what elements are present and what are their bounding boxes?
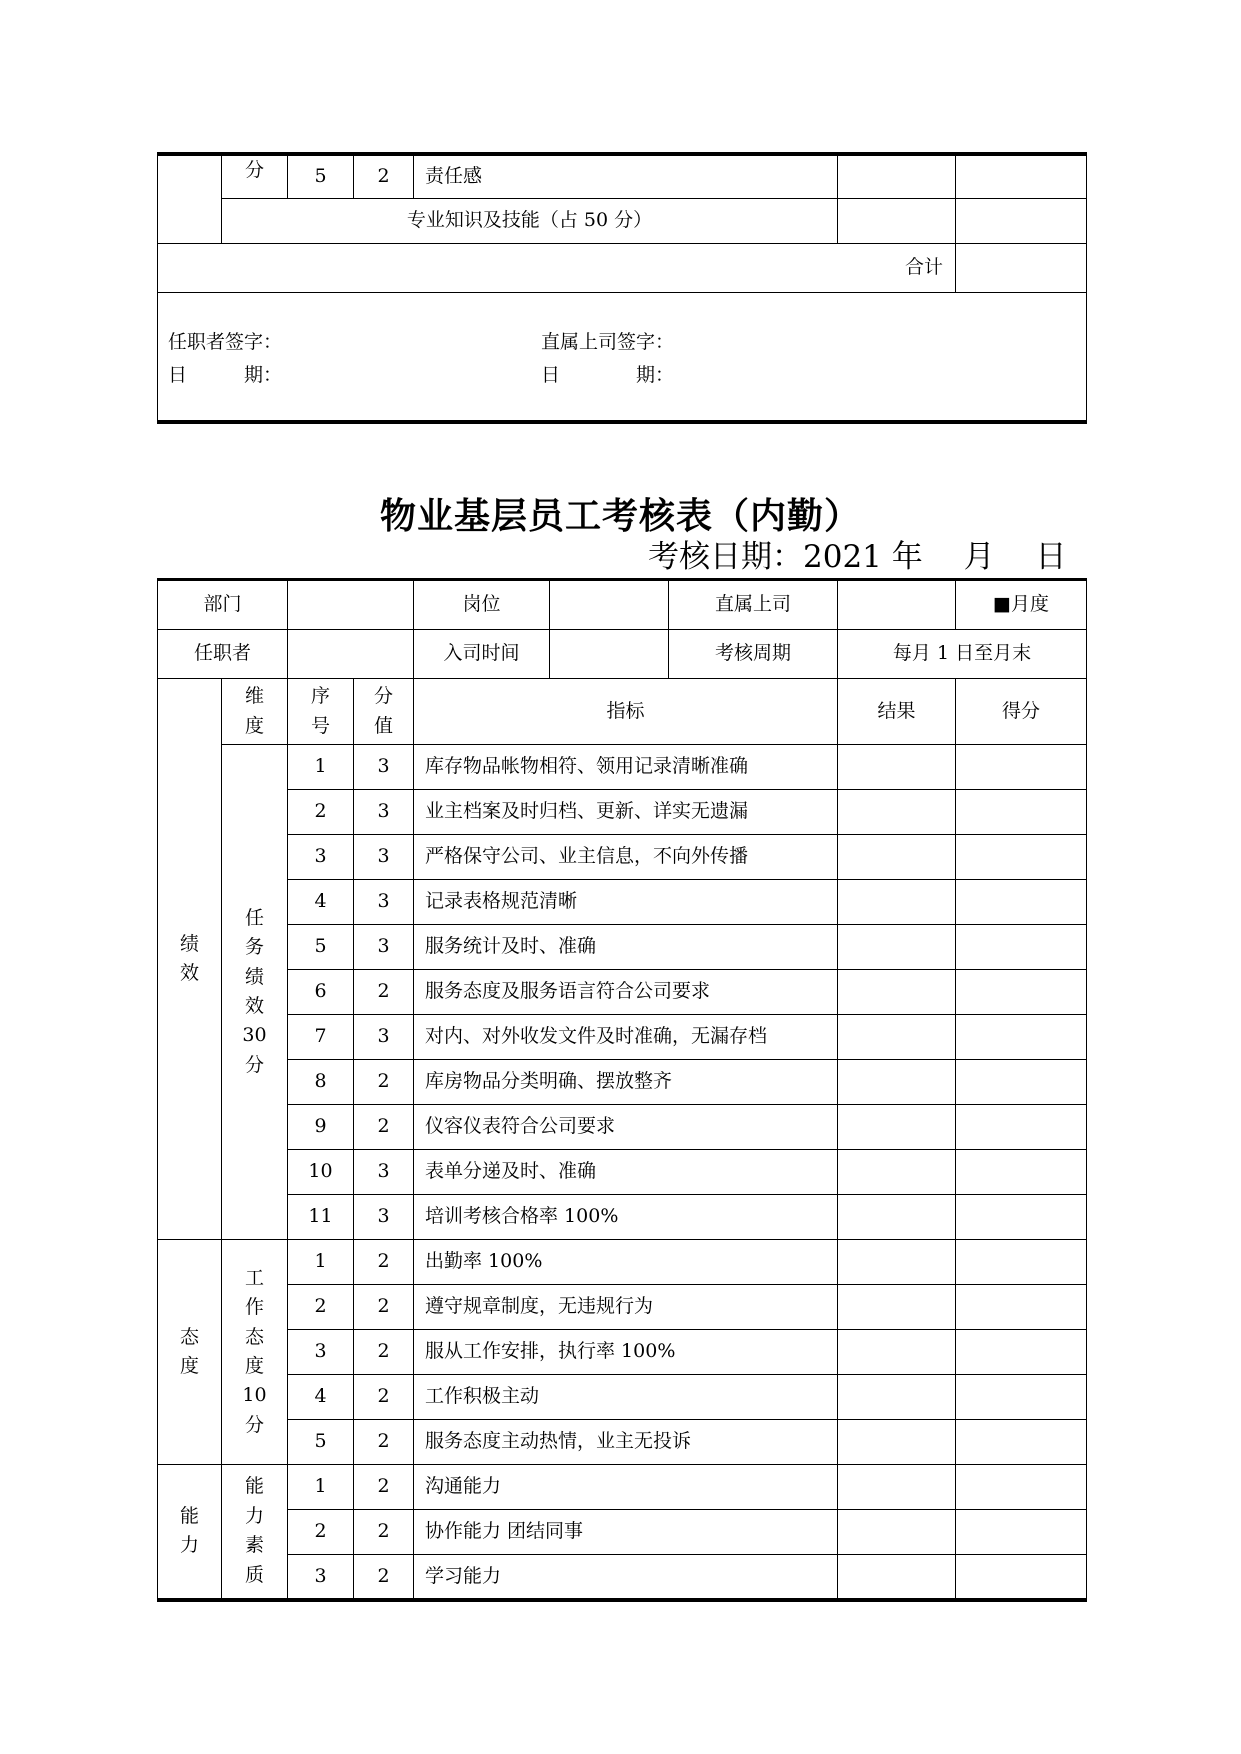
position-label: 岗位 bbox=[414, 580, 550, 630]
score-cell[interactable] bbox=[956, 1555, 1087, 1600]
indicator-row bbox=[158, 925, 1087, 970]
indicator-cell: 沟通能力 bbox=[414, 1465, 838, 1510]
indicator-row bbox=[158, 1060, 1087, 1105]
indicator-row bbox=[158, 1015, 1087, 1060]
indicator-cell: 仪容仪表符合公司要求 bbox=[414, 1105, 838, 1150]
result-cell[interactable] bbox=[838, 1060, 956, 1105]
dimension-char: 能 bbox=[245, 1475, 265, 1498]
score-cell[interactable] bbox=[956, 745, 1087, 790]
dimension-char: 度 bbox=[245, 1355, 265, 1377]
indicator-row bbox=[158, 1285, 1087, 1330]
serial-cell: 5 bbox=[288, 154, 354, 198]
category-char: 度 bbox=[179, 1355, 199, 1377]
indicator-row bbox=[158, 745, 1087, 790]
assessment-date: 考核日期：2021 年 月 日 bbox=[648, 539, 1067, 575]
indicator-row bbox=[158, 1330, 1087, 1375]
score-cell[interactable] bbox=[956, 1465, 1087, 1510]
dimension-char: 务 bbox=[245, 936, 265, 959]
header-char: 分 bbox=[374, 685, 394, 708]
indicator-row bbox=[158, 880, 1087, 925]
subtotal-score-cell[interactable] bbox=[956, 198, 1087, 243]
score-cell[interactable] bbox=[956, 1375, 1087, 1420]
hire-date-value[interactable] bbox=[550, 630, 669, 679]
serial-cell: 8 bbox=[288, 1060, 354, 1105]
category-char: 效 bbox=[179, 962, 199, 984]
points-cell: 2 bbox=[354, 1330, 414, 1375]
col-header-indicator: 指标 bbox=[414, 679, 838, 745]
cycle-label: 考核周期 bbox=[669, 630, 838, 679]
result-cell[interactable] bbox=[838, 1510, 956, 1555]
score-cell[interactable] bbox=[956, 1105, 1087, 1150]
dimension-cell: 分 bbox=[222, 154, 288, 198]
indicator-row bbox=[158, 1105, 1087, 1150]
score-cell[interactable] bbox=[956, 970, 1087, 1015]
result-cell[interactable] bbox=[838, 970, 956, 1015]
dimension-cell-performance bbox=[222, 745, 288, 1240]
category-char: 态 bbox=[179, 1325, 199, 1348]
score-cell[interactable] bbox=[956, 835, 1087, 880]
supervisor-date-label: 日 期： bbox=[541, 364, 675, 386]
result-cell[interactable] bbox=[838, 1150, 956, 1195]
indicator-row bbox=[158, 835, 1087, 880]
dimension-cell-attitude bbox=[222, 1240, 288, 1465]
dimension-char: 任 bbox=[245, 906, 265, 929]
score-cell[interactable] bbox=[956, 154, 1087, 198]
position-value[interactable] bbox=[550, 580, 669, 630]
points-cell: 2 bbox=[354, 1420, 414, 1465]
indicator-cell: 库存物品帐物相符、领用记录清晰准确 bbox=[414, 745, 838, 790]
dimension-char: 效 bbox=[245, 995, 265, 1017]
result-cell[interactable] bbox=[838, 154, 956, 198]
points-cell: 2 bbox=[354, 1510, 414, 1555]
dimension-char: 绩 bbox=[245, 965, 265, 988]
header-char: 序 bbox=[311, 685, 331, 708]
indicator-cell: 服从工作安排，执行率 100% bbox=[414, 1330, 838, 1375]
points-cell: 2 bbox=[354, 1285, 414, 1330]
serial-cell: 2 bbox=[288, 1510, 354, 1555]
points-cell: 2 bbox=[354, 1240, 414, 1285]
score-cell[interactable] bbox=[956, 1285, 1087, 1330]
indicator-row bbox=[158, 1195, 1087, 1240]
score-cell[interactable] bbox=[956, 790, 1087, 835]
col-header-result: 结果 bbox=[838, 679, 956, 745]
header-char: 维 bbox=[245, 685, 265, 708]
points-cell: 2 bbox=[354, 1060, 414, 1105]
employee-value[interactable] bbox=[288, 630, 414, 679]
result-cell[interactable] bbox=[838, 880, 956, 925]
serial-cell: 11 bbox=[288, 1195, 354, 1240]
result-cell[interactable] bbox=[838, 835, 956, 880]
serial-cell: 4 bbox=[288, 1375, 354, 1420]
col-header-score: 得分 bbox=[956, 679, 1087, 745]
result-cell[interactable] bbox=[838, 1195, 956, 1240]
dimension-char: 力 bbox=[245, 1504, 265, 1527]
serial-cell: 4 bbox=[288, 880, 354, 925]
dimension-cell-ability bbox=[222, 1465, 288, 1600]
dept-label: 部门 bbox=[158, 580, 288, 630]
dimension-char: 态 bbox=[245, 1325, 265, 1348]
points-cell: 3 bbox=[354, 745, 414, 790]
result-cell[interactable] bbox=[838, 1555, 956, 1600]
indicator-cell: 出勤率 100% bbox=[414, 1240, 838, 1285]
points-cell: 3 bbox=[354, 835, 414, 880]
indicator-row bbox=[158, 1375, 1087, 1420]
indicator-row bbox=[158, 1150, 1087, 1195]
score-cell[interactable] bbox=[956, 1240, 1087, 1285]
indicator-row bbox=[158, 1555, 1087, 1600]
indicator-row bbox=[158, 790, 1087, 835]
score-cell[interactable] bbox=[956, 1510, 1087, 1555]
points-cell: 2 bbox=[354, 1465, 414, 1510]
dimension-char: 30 bbox=[242, 1024, 267, 1047]
indicator-cell: 学习能力 bbox=[414, 1555, 838, 1600]
form-title: 物业基层员工考核表（内勤） bbox=[379, 495, 861, 537]
supervisor-label: 直属上司 bbox=[669, 580, 838, 630]
col-header-dimension bbox=[222, 679, 288, 745]
serial-cell: 7 bbox=[288, 1015, 354, 1060]
category-cell bbox=[158, 154, 222, 243]
dimension-char: 作 bbox=[245, 1296, 265, 1319]
employee-date-label: 日 期： bbox=[168, 364, 283, 386]
category-cell-ability bbox=[158, 1465, 222, 1600]
dimension-char: 分 bbox=[245, 1053, 265, 1076]
supervisor-signature-label: 直属上司签字： bbox=[541, 331, 675, 353]
serial-cell: 6 bbox=[288, 970, 354, 1015]
indicator-cell: 工作积极主动 bbox=[414, 1375, 838, 1420]
total-score-cell[interactable] bbox=[956, 243, 1087, 292]
indicator-cell: 业主档案及时归档、更新、详实无遗漏 bbox=[414, 790, 838, 835]
indicator-cell: 责任感 bbox=[414, 154, 838, 198]
points-cell: 2 bbox=[354, 970, 414, 1015]
points-cell: 3 bbox=[354, 880, 414, 925]
result-cell[interactable] bbox=[838, 1330, 956, 1375]
result-cell[interactable] bbox=[838, 925, 956, 970]
indicator-cell: 服务统计及时、准确 bbox=[414, 925, 838, 970]
indicator-cell: 记录表格规范清晰 bbox=[414, 880, 838, 925]
assessment-table bbox=[157, 578, 1087, 1602]
subtotal-result-cell[interactable] bbox=[838, 198, 956, 243]
result-cell[interactable] bbox=[838, 790, 956, 835]
points-cell: 2 bbox=[354, 154, 414, 198]
indicator-row bbox=[158, 1240, 1087, 1285]
result-cell[interactable] bbox=[838, 1420, 956, 1465]
serial-cell: 1 bbox=[288, 745, 354, 790]
signature-area bbox=[158, 292, 1087, 422]
score-cell[interactable] bbox=[956, 1330, 1087, 1375]
indicator-row bbox=[158, 1420, 1087, 1465]
result-cell[interactable] bbox=[838, 1240, 956, 1285]
subtotal-label: 专业知识及技能（占 50 分） bbox=[222, 198, 838, 243]
indicator-row bbox=[158, 1465, 1087, 1510]
score-cell[interactable] bbox=[956, 880, 1087, 925]
score-cell[interactable] bbox=[956, 925, 1087, 970]
indicator-cell: 对内、对外收发文件及时准确，无漏存档 bbox=[414, 1015, 838, 1060]
indicator-cell: 协作能力 团结同事 bbox=[414, 1510, 838, 1555]
indicator-cell: 服务态度主动热情，业主无投诉 bbox=[414, 1420, 838, 1465]
result-cell[interactable] bbox=[838, 1375, 956, 1420]
points-cell: 3 bbox=[354, 1015, 414, 1060]
score-cell[interactable] bbox=[956, 1420, 1087, 1465]
dimension-char: 质 bbox=[245, 1563, 265, 1586]
serial-cell: 5 bbox=[288, 1420, 354, 1465]
serial-cell: 2 bbox=[288, 1285, 354, 1330]
serial-cell: 3 bbox=[288, 1330, 354, 1375]
indicator-row bbox=[158, 1510, 1087, 1555]
category-char: 绩 bbox=[179, 932, 199, 955]
category-char: 力 bbox=[179, 1534, 199, 1557]
points-cell: 2 bbox=[354, 1555, 414, 1600]
indicator-row bbox=[158, 970, 1087, 1015]
serial-cell: 5 bbox=[288, 925, 354, 970]
indicator-cell: 严格保守公司、业主信息，不向外传播 bbox=[414, 835, 838, 880]
header-char: 值 bbox=[374, 714, 394, 737]
score-cell[interactable] bbox=[956, 1195, 1087, 1240]
col-header-serial bbox=[288, 679, 354, 745]
category-char: 能 bbox=[179, 1504, 199, 1527]
employee-signature-label: 任职者签字： bbox=[168, 331, 283, 353]
indicator-cell: 遵守规章制度，无违规行为 bbox=[414, 1285, 838, 1330]
serial-cell: 3 bbox=[288, 835, 354, 880]
dimension-char: 工 bbox=[245, 1266, 265, 1289]
indicator-cell: 培训考核合格率 100% bbox=[414, 1195, 838, 1240]
points-cell: 2 bbox=[354, 1375, 414, 1420]
hire-date-label: 入司时间 bbox=[414, 630, 550, 679]
indicator-cell: 表单分递及时、准确 bbox=[414, 1150, 838, 1195]
indicator-cell: 服务态度及服务语言符合公司要求 bbox=[414, 970, 838, 1015]
dept-value[interactable] bbox=[288, 580, 414, 630]
points-cell: 3 bbox=[354, 790, 414, 835]
points-cell: 3 bbox=[354, 1150, 414, 1195]
dimension-char: 10 bbox=[242, 1384, 267, 1407]
points-cell: 2 bbox=[354, 1105, 414, 1150]
indicator-cell: 库房物品分类明确、摆放整齐 bbox=[414, 1060, 838, 1105]
score-cell[interactable] bbox=[956, 1060, 1087, 1105]
result-cell[interactable] bbox=[838, 1015, 956, 1060]
points-cell: 3 bbox=[354, 1195, 414, 1240]
score-cell[interactable] bbox=[956, 1015, 1087, 1060]
total-label: 合计 bbox=[158, 243, 956, 292]
period-type-checkbox[interactable]: ■月度 bbox=[956, 580, 1087, 630]
serial-cell: 2 bbox=[288, 790, 354, 835]
dimension-char: 素 bbox=[245, 1534, 265, 1557]
result-cell[interactable] bbox=[838, 745, 956, 790]
col-header-points bbox=[354, 679, 414, 745]
result-cell[interactable] bbox=[838, 1285, 956, 1330]
cycle-value: 每月 1 日至月末 bbox=[838, 630, 1087, 679]
supervisor-value[interactable] bbox=[838, 580, 956, 630]
employee-label: 任职者 bbox=[158, 630, 288, 679]
category-cell-performance bbox=[158, 679, 222, 1240]
serial-cell: 9 bbox=[288, 1105, 354, 1150]
result-cell[interactable] bbox=[838, 1105, 956, 1150]
score-cell[interactable] bbox=[956, 1150, 1087, 1195]
category-cell-attitude bbox=[158, 1240, 222, 1465]
result-cell[interactable] bbox=[838, 1465, 956, 1510]
serial-cell: 1 bbox=[288, 1465, 354, 1510]
serial-cell: 3 bbox=[288, 1555, 354, 1600]
points-cell: 3 bbox=[354, 925, 414, 970]
dimension-char: 分 bbox=[245, 1413, 265, 1436]
header-char: 度 bbox=[245, 714, 265, 737]
header-char: 号 bbox=[311, 714, 331, 737]
serial-cell: 1 bbox=[288, 1240, 354, 1285]
serial-cell: 10 bbox=[288, 1150, 354, 1195]
